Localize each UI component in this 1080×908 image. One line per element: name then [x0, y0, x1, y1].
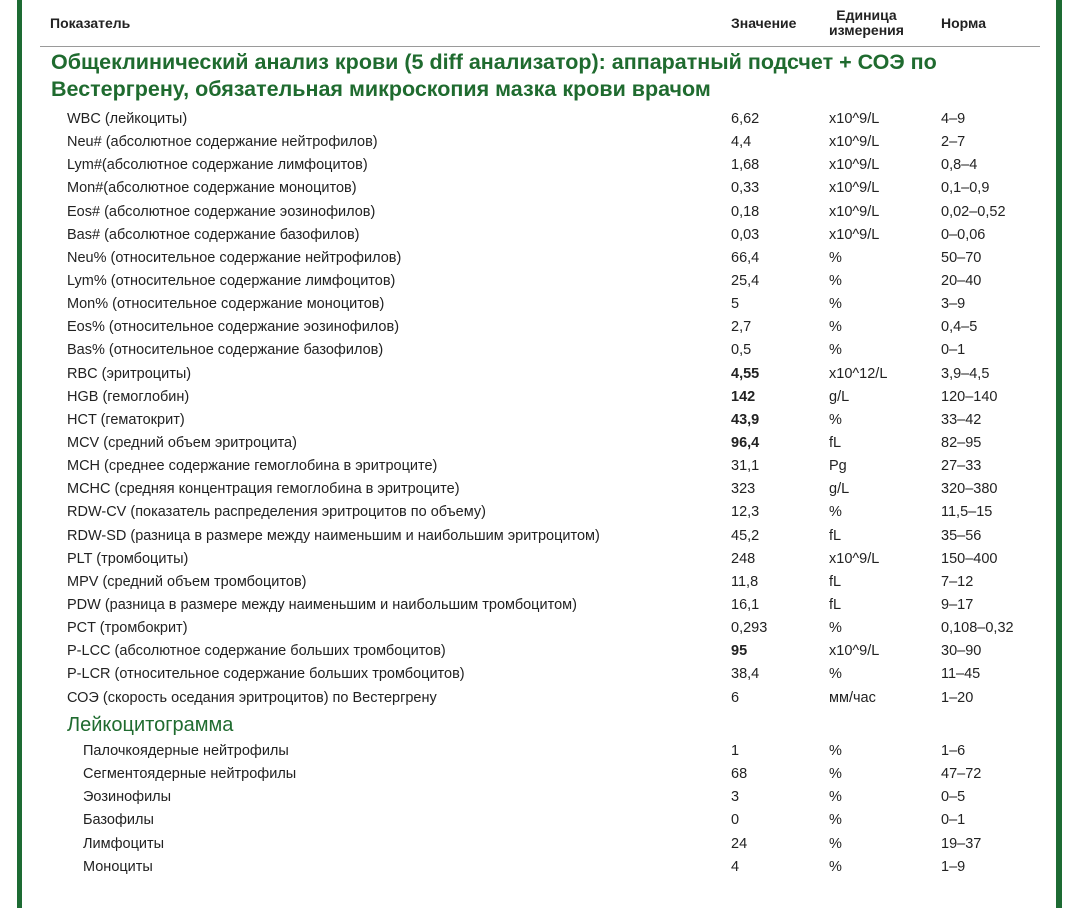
header-indicator: Показатель: [50, 15, 131, 31]
indicator-value: 4,4: [731, 134, 752, 151]
indicator-norm: 0,108–0,32: [941, 620, 1014, 637]
indicator-value: 4,55: [731, 365, 760, 382]
indicator-unit: x10^9/L: [829, 643, 880, 660]
header-unit-line2: измерения: [829, 22, 904, 38]
right-frame-border: [1056, 0, 1062, 908]
indicator-unit: x10^9/L: [829, 157, 880, 174]
indicator-value: 4: [731, 858, 740, 875]
table-row: [40, 663, 1040, 686]
indicator-value: 24: [731, 835, 748, 852]
header-value: Значение: [731, 15, 797, 31]
indicator-unit: x10^9/L: [829, 550, 880, 567]
indicator-value: 0,33: [731, 180, 760, 197]
indicator-unit: %: [829, 766, 842, 783]
indicator-name: PCT (тромбокрит): [67, 620, 188, 637]
indicator-value: 3: [731, 789, 740, 806]
indicator-norm: 0,4–5: [941, 319, 978, 336]
indicator-unit: мм/час: [829, 689, 876, 706]
table-row: [40, 455, 1040, 478]
indicator-name: Лимфоциты: [83, 835, 165, 852]
table-row: [40, 786, 1040, 809]
indicator-unit: %: [829, 411, 842, 428]
indicator-unit: %: [829, 249, 842, 266]
indicator-unit: x10^9/L: [829, 180, 880, 197]
indicator-value: 1: [731, 743, 740, 759]
indicator-unit: x10^9/L: [829, 226, 880, 243]
table-row: [40, 571, 1040, 594]
table-row: [40, 687, 1040, 710]
indicator-unit: x10^12/L: [829, 365, 888, 382]
results-document: [40, 0, 1040, 908]
indicator-norm: 4–9: [941, 111, 966, 127]
table-row: [40, 108, 1040, 131]
indicator-name: PDW (разница в размере между наименьшим и наибольшим тромбоцитом): [67, 596, 577, 613]
indicator-name: Bas# (абсолютное содержание базофилов): [67, 226, 360, 243]
table-row: [40, 617, 1040, 640]
table-row: [40, 293, 1040, 316]
indicator-name: Палочкоядерные нейтрофилы: [83, 743, 289, 759]
table-row: [40, 224, 1040, 247]
indicator-norm: 150–400: [941, 550, 998, 567]
indicator-name: P-LCC (абсолютное содержание больших тромбоцитов): [67, 643, 446, 660]
indicator-name: MCH (среднее содержание гемоглобина в эритроците): [67, 458, 438, 475]
indicator-name: Neu% (относительное содержание нейтрофилов): [67, 249, 402, 266]
indicator-name: Lym% (относительное содержание лимфоцитов): [67, 272, 396, 289]
table-row: [40, 363, 1040, 386]
indicator-norm: 1–6: [941, 743, 966, 759]
indicator-value: 323: [731, 481, 756, 498]
table-row: [40, 809, 1040, 832]
indicator-norm: 1–9: [941, 858, 966, 875]
indicator-norm: 11–45: [941, 666, 981, 683]
indicator-norm: 11,5–15: [941, 504, 993, 521]
indicator-value: 68: [731, 766, 748, 783]
indicator-unit: g/L: [829, 388, 850, 405]
indicator-norm: 30–90: [941, 643, 982, 660]
indicator-unit: %: [829, 272, 842, 289]
indicator-name: MCHC (средняя концентрация гемоглобина в эритроците): [67, 481, 460, 498]
indicator-norm: 0–1: [941, 812, 966, 829]
indicator-unit: %: [829, 620, 842, 637]
table-row: [40, 740, 1040, 763]
indicator-name: HCT (гематокрит): [67, 411, 185, 428]
indicator-unit: %: [829, 342, 842, 359]
indicator-value: 142: [731, 388, 756, 405]
indicator-unit: fL: [829, 596, 842, 613]
indicator-name: Сегментоядерные нейтрофилы: [83, 766, 297, 783]
indicator-name: WBC (лейкоциты): [67, 111, 188, 127]
indicator-value: 0: [731, 812, 740, 829]
indicator-norm: 27–33: [941, 458, 982, 475]
indicator-value: 0,03: [731, 226, 760, 243]
leukogram-table-body: [40, 740, 1040, 879]
indicator-norm: 1–20: [941, 689, 974, 706]
indicator-norm: 0–1: [941, 342, 966, 359]
indicator-name: Neu# (абсолютное содержание нейтрофилов): [67, 134, 378, 151]
indicator-value: 5: [731, 296, 740, 313]
table-row: [40, 594, 1040, 617]
indicator-norm: 35–56: [941, 527, 982, 544]
indicator-name: Lym#(абсолютное содержание лимфоцитов): [67, 157, 368, 174]
indicator-name: Эозинофилы: [83, 789, 172, 806]
table-row: [40, 640, 1040, 663]
table-row: [40, 478, 1040, 501]
indicator-unit: %: [829, 858, 842, 875]
indicator-unit: %: [829, 319, 842, 336]
indicator-norm: 0–0,06: [941, 226, 986, 243]
indicator-unit: %: [829, 835, 842, 852]
indicator-value: 66,4: [731, 249, 760, 266]
indicator-value: 2,7: [731, 319, 752, 336]
indicator-value: 248: [731, 550, 756, 567]
indicator-unit: %: [829, 812, 842, 829]
indicator-value: 0,5: [731, 342, 752, 359]
indicator-value: 0,18: [731, 203, 760, 220]
table-row: [40, 432, 1040, 455]
indicator-unit: fL: [829, 434, 842, 451]
table-row: [40, 763, 1040, 786]
header-unit: [829, 0, 904, 46]
indicator-unit: %: [829, 789, 842, 806]
indicator-norm: 320–380: [941, 481, 998, 498]
indicator-unit: fL: [829, 527, 842, 544]
table-row: [40, 833, 1040, 856]
indicator-norm: 0,1–0,9: [941, 180, 990, 197]
indicator-norm: 120–140: [941, 388, 998, 405]
indicator-name: Eos# (абсолютное содержание эозинофилов): [67, 203, 376, 220]
indicator-unit: Pg: [829, 458, 847, 475]
header-norm: Норма: [941, 15, 986, 31]
indicator-norm: 0,02–0,52: [941, 203, 1006, 220]
indicator-norm: 2–7: [941, 134, 966, 151]
table-row: [40, 247, 1040, 270]
indicator-norm: 3–9: [941, 296, 966, 313]
indicator-name: MCV (средний объем эритроцита): [67, 434, 297, 451]
indicator-norm: 0–5: [941, 789, 966, 806]
indicator-value: 16,1: [731, 596, 760, 613]
indicator-name: PLT (тромбоциты): [67, 550, 189, 567]
indicator-norm: 0,8–4: [941, 157, 978, 174]
indicator-value: 95: [731, 643, 748, 660]
indicator-norm: 9–17: [941, 596, 974, 613]
indicator-unit: %: [829, 743, 842, 759]
indicator-value: 11,8: [731, 573, 759, 590]
indicator-unit: x10^9/L: [829, 111, 880, 127]
indicator-unit: %: [829, 504, 842, 521]
indicator-value: 6: [731, 689, 740, 706]
indicator-unit: g/L: [829, 481, 850, 498]
indicator-name: P-LCR (относительное содержание больших тромбоцитов): [67, 666, 465, 683]
table-row: [40, 177, 1040, 200]
table-row: [40, 339, 1040, 362]
indicator-unit: fL: [829, 573, 842, 590]
indicator-name: HGB (гемоглобин): [67, 388, 190, 405]
indicator-name: Eos% (относительное содержание эозинофилов): [67, 319, 400, 336]
indicator-value: 1,68: [731, 157, 760, 174]
indicator-unit: %: [829, 666, 842, 683]
table-row: [40, 154, 1040, 177]
section-title: Общеклинический анализ крови (5 diff анализатор): аппаратный подсчет + СОЭ по Вестергрену, обязательная микроскопия мазка крови врачом: [51, 50, 937, 101]
indicator-name: Mon#(абсолютное содержание моноцитов): [67, 180, 357, 197]
indicator-value: 25,4: [731, 272, 760, 289]
indicator-name: Bas% (относительное содержание базофилов): [67, 342, 384, 359]
indicator-name: Mon% (относительное содержание моноцитов): [67, 296, 385, 313]
indicator-name: RBC (эритроциты): [67, 365, 192, 382]
indicator-name: RDW-SD (разница в размере между наименьшим и наибольшим эритроцитом): [67, 527, 600, 544]
indicator-unit: %: [829, 296, 842, 313]
indicator-norm: 82–95: [941, 434, 982, 451]
subsection-title: Лейкоцитограмма: [67, 714, 234, 736]
indicator-name: MPV (средний объем тромбоцитов): [67, 573, 307, 590]
indicator-value: 38,4: [731, 666, 760, 683]
indicator-value: 31,1: [731, 458, 760, 475]
indicator-value: 96,4: [731, 434, 760, 451]
table-row: [40, 856, 1040, 879]
indicator-unit: x10^9/L: [829, 134, 880, 151]
left-frame-border: [17, 0, 22, 908]
indicator-name: Моноциты: [83, 858, 153, 875]
table-row: [40, 525, 1040, 548]
indicator-value: 6,62: [731, 111, 760, 127]
indicator-norm: 50–70: [941, 249, 982, 266]
table-header: [40, 0, 1040, 47]
indicator-name: Базофилы: [83, 812, 154, 829]
table-row: [40, 548, 1040, 571]
indicator-value: 43,9: [731, 411, 760, 428]
table-row: [40, 270, 1040, 293]
indicator-name: RDW-CV (показатель распределения эритроцитов по объему): [67, 504, 486, 521]
indicator-value: 45,2: [731, 527, 760, 544]
indicator-norm: 47–72: [941, 766, 982, 783]
results-table-body: [40, 108, 1040, 710]
indicator-norm: 7–12: [941, 573, 974, 590]
table-row: [40, 201, 1040, 224]
indicator-norm: 20–40: [941, 272, 982, 289]
indicator-norm: 19–37: [941, 835, 982, 852]
indicator-norm: 3,9–4,5: [941, 365, 990, 382]
table-row: [40, 316, 1040, 339]
indicator-name: СОЭ (скорость оседания эритроцитов) по Вестергрену: [67, 689, 437, 706]
table-row: [40, 131, 1040, 154]
table-row: [40, 409, 1040, 432]
header-unit-line1: Единица: [836, 7, 897, 23]
table-row: [40, 386, 1040, 409]
indicator-unit: x10^9/L: [829, 203, 880, 220]
table-row: [40, 501, 1040, 524]
indicator-norm: 33–42: [941, 411, 982, 428]
indicator-value: 12,3: [731, 504, 760, 521]
indicator-value: 0,293: [731, 620, 768, 637]
